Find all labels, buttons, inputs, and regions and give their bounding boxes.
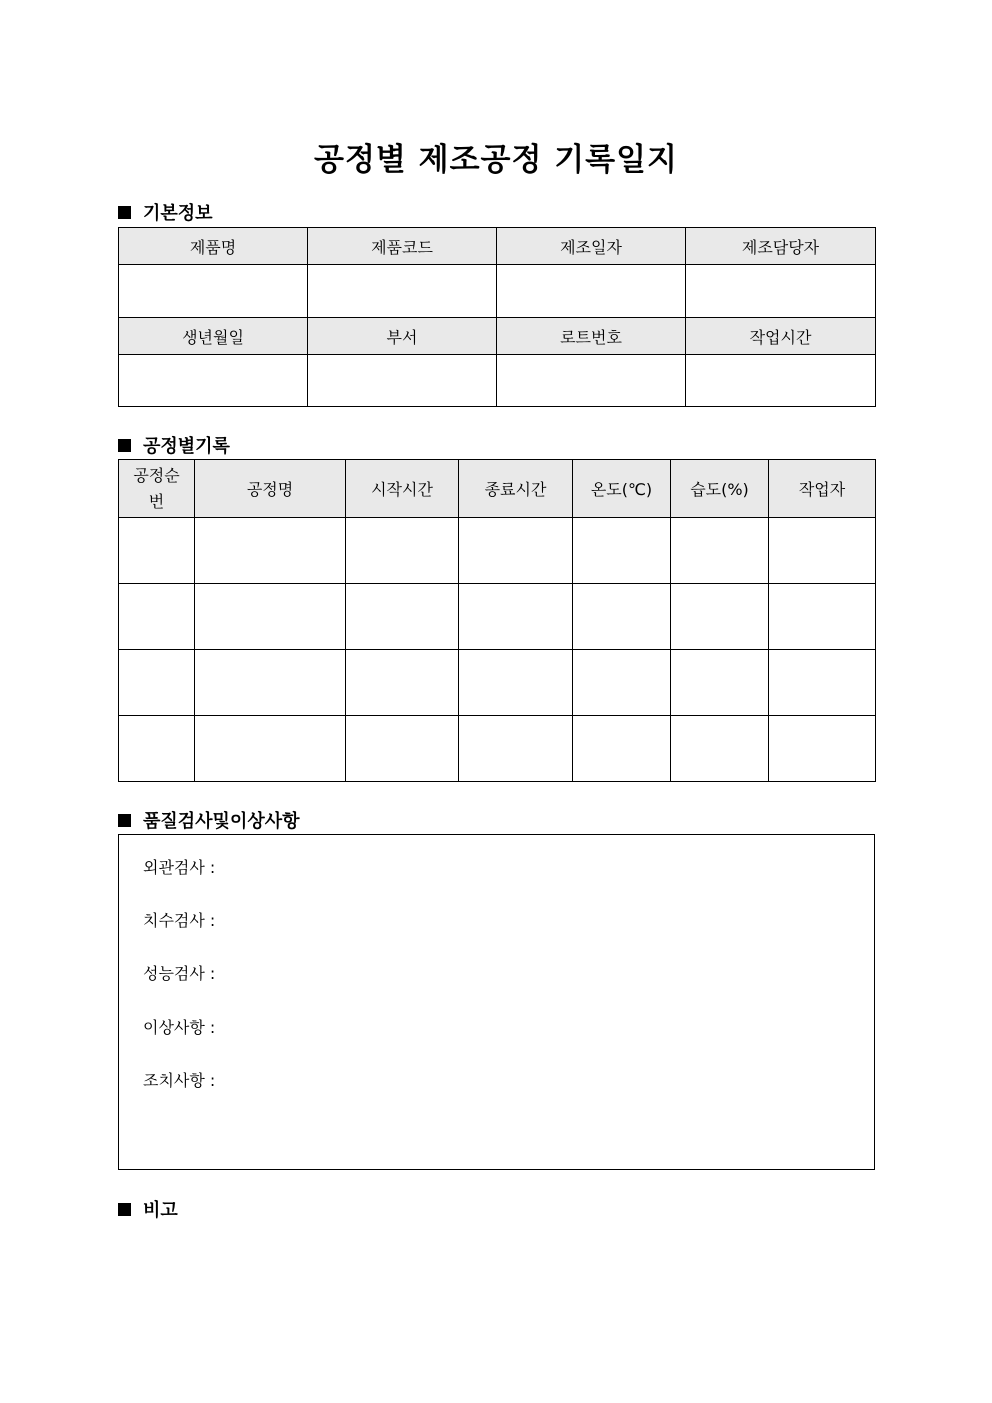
value-cell-birthdate[interactable]	[119, 355, 308, 407]
square-bullet-icon	[118, 1203, 131, 1216]
process-header-row	[119, 460, 876, 518]
value-cell-manager[interactable]	[686, 265, 876, 318]
section-remarks-heading	[118, 1196, 178, 1222]
value-cell-product-name[interactable]	[119, 265, 308, 318]
table-cell[interactable]	[573, 518, 671, 584]
quality-item-performance[interactable]: 성능검사 :	[143, 964, 216, 983]
table-row	[119, 584, 876, 650]
table-cell[interactable]	[195, 650, 346, 716]
table-cell[interactable]	[459, 650, 573, 716]
section-quality-heading	[118, 807, 300, 833]
header-cell: 로트번호	[497, 318, 686, 355]
header-cell: 제품명	[119, 228, 308, 265]
table-cell[interactable]	[119, 518, 195, 584]
table-cell[interactable]	[346, 584, 459, 650]
table-cell[interactable]	[769, 716, 876, 782]
header-cell-name: 공정명	[195, 460, 346, 518]
table-cell[interactable]	[346, 518, 459, 584]
basic-info-header-row	[119, 318, 876, 355]
page-title: 공정별 제조공정 기록일지	[314, 142, 678, 178]
basic-info-table	[118, 227, 876, 407]
header-cell: 제조담당자	[686, 228, 876, 265]
quality-item-appearance[interactable]: 외관검사 :	[143, 858, 216, 877]
quality-item-anomaly[interactable]: 이상사항 :	[143, 1018, 216, 1037]
table-cell[interactable]	[671, 716, 769, 782]
section-label: 품질검사및이상사항	[143, 811, 300, 832]
section-basic-info-heading	[118, 199, 213, 225]
table-cell[interactable]	[769, 518, 876, 584]
table-row	[119, 650, 876, 716]
value-cell-lot-number[interactable]	[497, 355, 686, 407]
table-cell[interactable]	[671, 584, 769, 650]
quality-item-dimension[interactable]: 치수검사 :	[143, 911, 216, 930]
table-row	[119, 518, 876, 584]
value-cell-work-time[interactable]	[686, 355, 876, 407]
table-cell[interactable]	[671, 518, 769, 584]
header-cell-end: 종료시간	[459, 460, 573, 518]
value-cell-manufacture-date[interactable]	[497, 265, 686, 318]
header-cell: 생년월일	[119, 318, 308, 355]
section-label: 비고	[143, 1200, 178, 1221]
table-cell[interactable]	[119, 716, 195, 782]
table-cell[interactable]	[195, 716, 346, 782]
table-cell[interactable]	[769, 584, 876, 650]
header-cell: 제조일자	[497, 228, 686, 265]
quality-item-action[interactable]: 조치사항 :	[143, 1071, 216, 1090]
square-bullet-icon	[118, 814, 131, 827]
basic-info-header-row	[119, 228, 876, 265]
table-cell[interactable]	[573, 584, 671, 650]
process-table	[118, 459, 876, 782]
basic-info-value-row	[119, 355, 876, 407]
table-cell[interactable]	[195, 518, 346, 584]
header-cell-start: 시작시간	[346, 460, 459, 518]
table-cell[interactable]	[346, 716, 459, 782]
table-cell[interactable]	[573, 650, 671, 716]
table-cell[interactable]	[573, 716, 671, 782]
table-cell[interactable]	[119, 584, 195, 650]
table-row	[119, 716, 876, 782]
table-cell[interactable]	[119, 650, 195, 716]
value-cell-department[interactable]	[308, 355, 497, 407]
header-cell: 제품코드	[308, 228, 497, 265]
section-process-heading	[118, 432, 230, 458]
table-cell[interactable]	[459, 518, 573, 584]
quality-inspection-box	[118, 834, 875, 1170]
value-cell-product-code[interactable]	[308, 265, 497, 318]
header-cell-seq: 공정순 번	[119, 460, 195, 518]
header-cell-temp: 온도(℃)	[573, 460, 671, 518]
table-cell[interactable]	[459, 716, 573, 782]
square-bullet-icon	[118, 206, 131, 219]
table-cell[interactable]	[769, 650, 876, 716]
section-label: 공정별기록	[143, 436, 230, 457]
table-cell[interactable]	[346, 650, 459, 716]
header-cell: 부서	[308, 318, 497, 355]
section-label: 기본정보	[143, 203, 213, 224]
header-cell-worker: 작업자	[769, 460, 876, 518]
basic-info-value-row	[119, 265, 876, 318]
square-bullet-icon	[118, 439, 131, 452]
table-cell[interactable]	[671, 650, 769, 716]
header-cell-humidity: 습도(%)	[671, 460, 769, 518]
table-cell[interactable]	[195, 584, 346, 650]
header-cell: 작업시간	[686, 318, 876, 355]
table-cell[interactable]	[459, 584, 573, 650]
